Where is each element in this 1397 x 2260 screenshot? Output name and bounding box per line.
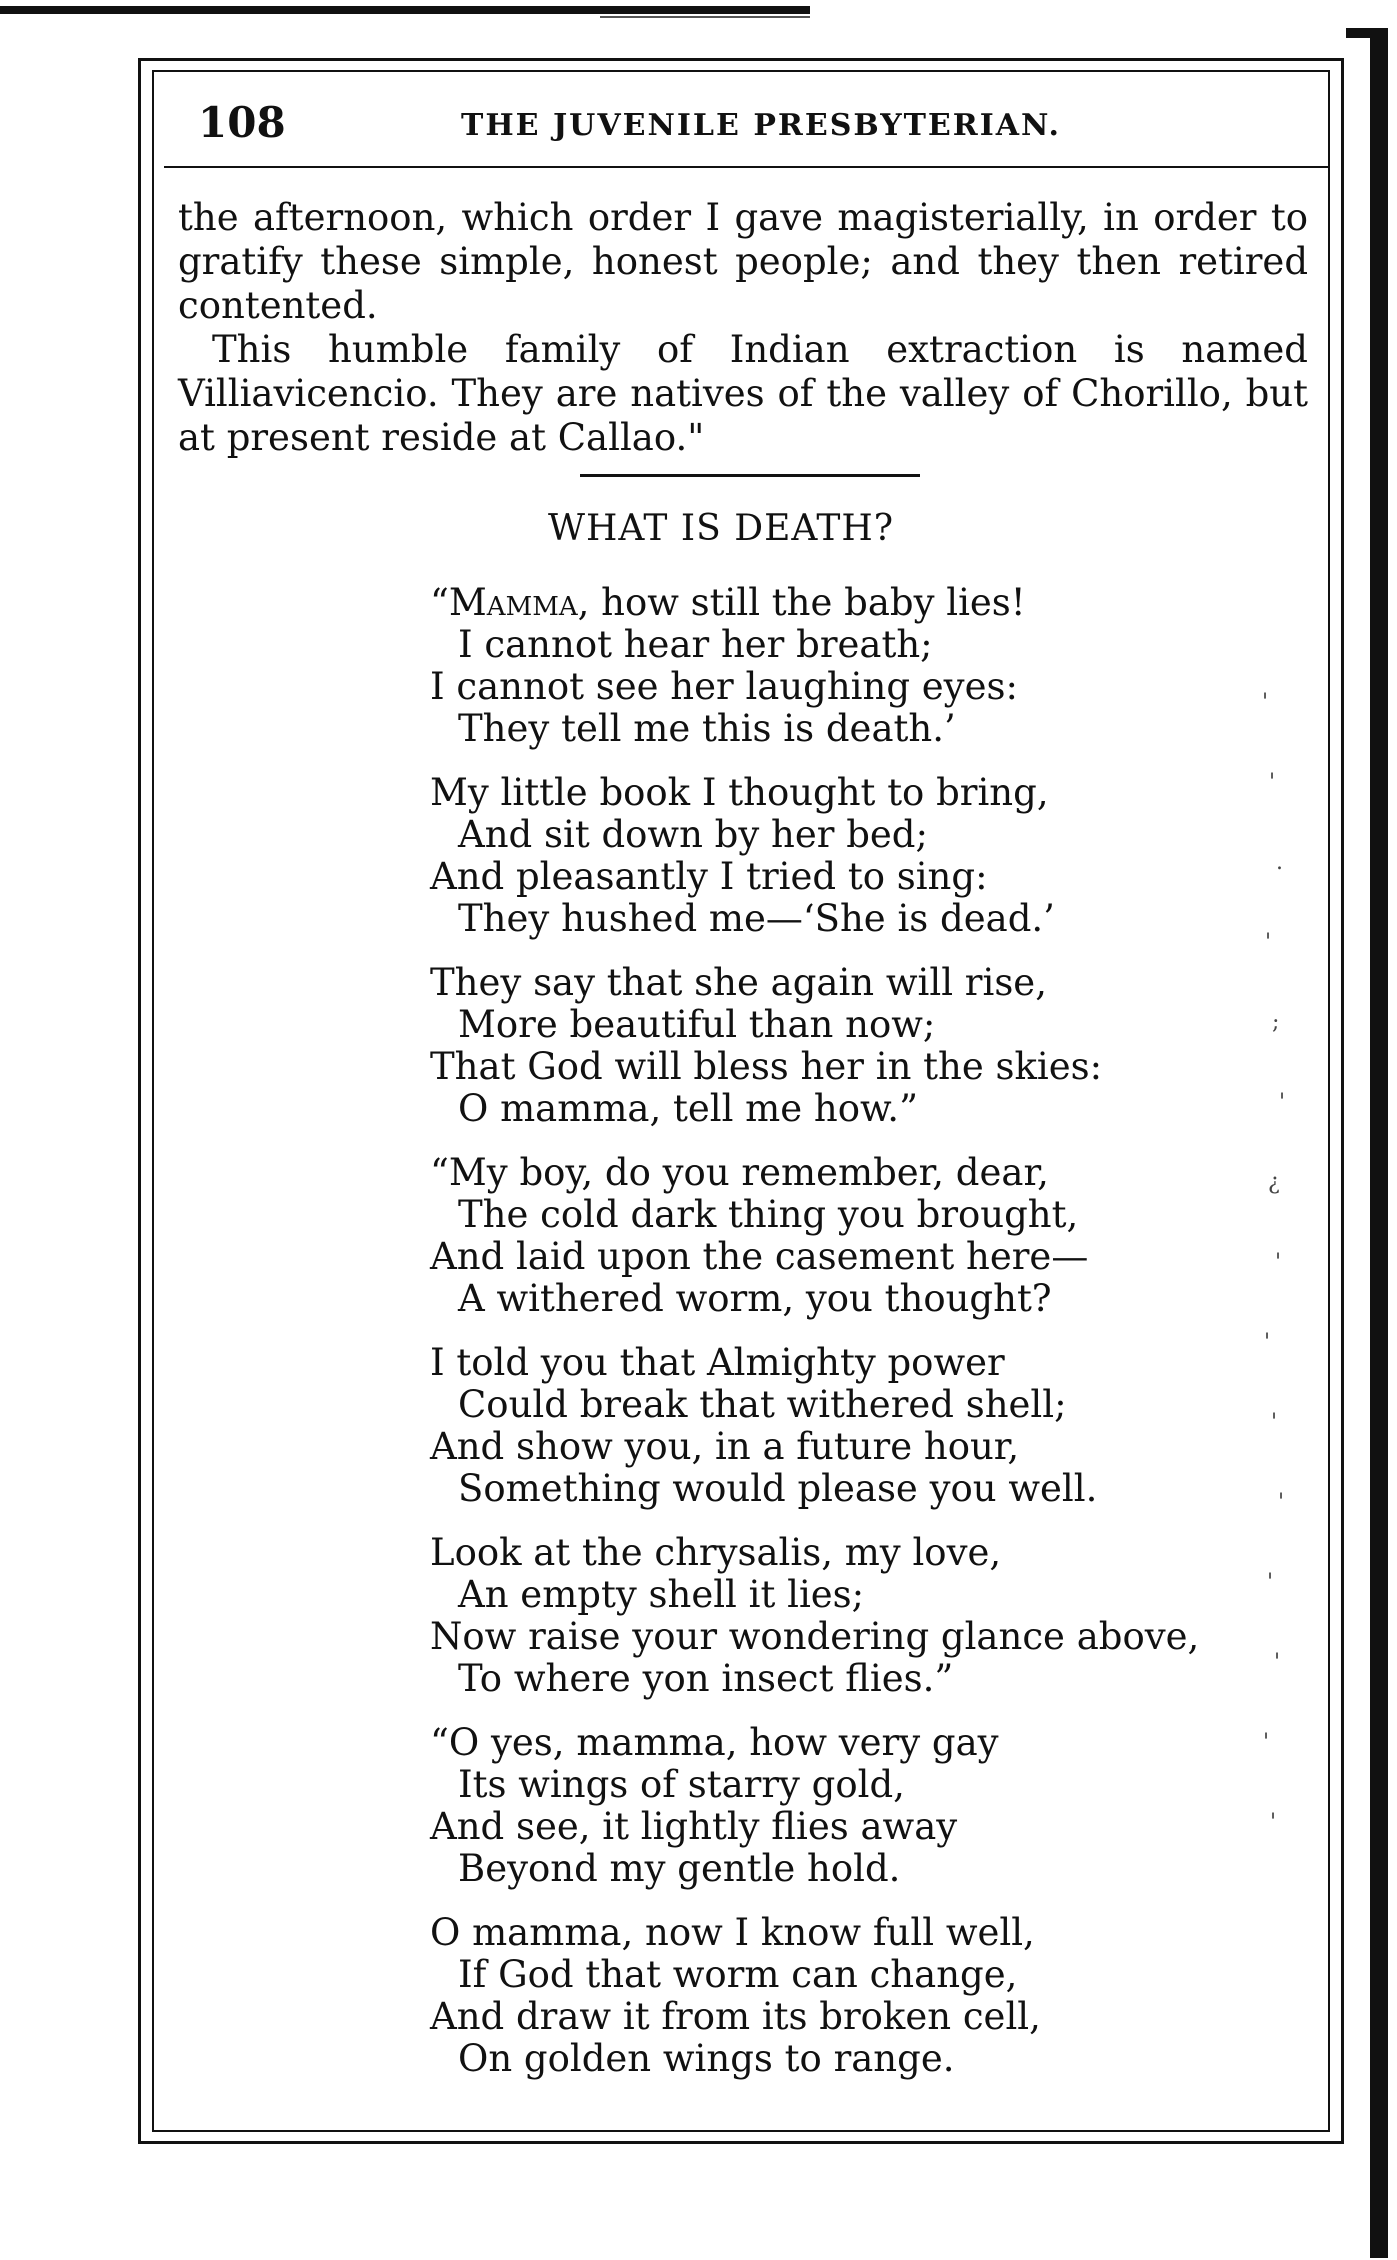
margin-mark: ' [1271,1410,1278,1435]
small-caps-word: Mamma [448,581,578,624]
margin-mark: ' [1270,1810,1277,1835]
page-number: 108 [198,98,286,147]
margin-mark: ' [1264,1330,1271,1355]
margin-show-through-marks [1262,690,1302,1890]
poem-stanza [430,1912,1290,2080]
poem-line: “Mamma, how still the baby lies! [430,581,1026,624]
margin-mark: ' [1267,1570,1274,1595]
prose-paragraph: the afternoon, which order I gave magisterially, in order to gratify these simple, honest people; and they then retired contented. [178,196,1308,327]
poem-line: That God will bless her in the skies: [430,1045,1103,1088]
poem-line: I cannot see her laughing eyes: [430,665,1018,708]
poem-line: And laid upon the casement here— [430,1235,1089,1278]
margin-mark: ; [1272,1010,1280,1035]
poem-line: Could break that withered shell; [458,1383,1067,1426]
poem-line: More beautiful than now; [458,1003,936,1046]
poem-line: I told you that Almighty power [430,1341,1005,1384]
margin-mark: ' [1263,1730,1270,1755]
poem-stanza [430,962,1290,1130]
margin-mark: ' [1275,1250,1282,1275]
margin-mark: . [1276,850,1283,875]
margin-mark: ' [1269,770,1276,795]
poem-line: And see, it lightly flies away [430,1805,958,1848]
margin-mark: ' [1279,1090,1286,1115]
poem-line: Something would please you well. [458,1467,1098,1510]
poem-line-rest: , how still the baby lies! [577,581,1026,624]
poem-line: My little book I thought to bring, [430,771,1049,814]
poem-line: They say that she again will rise, [430,961,1047,1004]
poem-line: If God that worm can change, [458,1953,1018,1996]
binding-edge [1370,28,1388,2258]
page-header [186,98,1336,150]
poem-stanza [430,1532,1290,1700]
margin-mark: ' [1262,690,1269,715]
poem-body [430,582,1290,2102]
top-border-line-thin [600,16,810,18]
poem-line: They hushed me—‘She is dead.’ [458,897,1055,940]
poem-line: And show you, in a future hour, [430,1425,1020,1468]
poem-line: And sit down by her bed; [458,813,928,856]
poem-stanza [430,1722,1290,1890]
running-title: THE JUVENILE PRESBYTERIAN. [461,108,1061,143]
section-divider [580,474,920,477]
poem-stanza [430,772,1290,940]
top-border-line [0,6,810,14]
margin-mark: ' [1265,930,1272,955]
margin-mark: ' [1274,1650,1281,1675]
poem-line: And draw it from its broken cell, [430,1995,1041,2038]
poem-line: And pleasantly I tried to sing: [430,855,988,898]
margin-mark: ' [1278,1490,1285,1515]
poem-stanza [430,1342,1290,1510]
poem-line: Beyond my gentle hold. [458,1847,901,1890]
poem-line: Its wings of starry gold, [458,1763,905,1806]
poem-line: A withered worm, you thought? [458,1277,1052,1320]
poem-stanza [430,582,1290,750]
poem-line: “O yes, mamma, how very gay [430,1721,999,1764]
poem-line: O mamma, tell me how.” [458,1087,918,1130]
poem-title: WHAT IS DEATH? [548,508,895,549]
poem-line: On golden wings to range. [458,2037,955,2080]
poem-stanza [430,1152,1290,1320]
margin-mark: ¿ [1268,1170,1280,1195]
poem-line: The cold dark thing you brought, [458,1193,1079,1236]
poem-line: They tell me this is death.’ [458,707,956,750]
prose-block [178,196,1308,460]
prose-paragraph: This humble family of Indian extraction is named Villiavicencio. They are natives of the valley of Chorillo, but at present reside at Callao." [178,328,1308,459]
poem-line: I cannot hear her breath; [458,623,933,666]
poem-line: To where yon insect flies.” [458,1657,954,1700]
poem-line: Look at the chrysalis, my love, [430,1531,1002,1574]
poem-line: O mamma, now I know full well, [430,1911,1035,1954]
header-rule [164,166,1328,168]
poem-line: An empty shell it lies; [458,1573,865,1616]
poem-line: Now raise your wondering glance above, [430,1615,1200,1658]
poem-line: “My boy, do you remember, dear, [430,1151,1049,1194]
